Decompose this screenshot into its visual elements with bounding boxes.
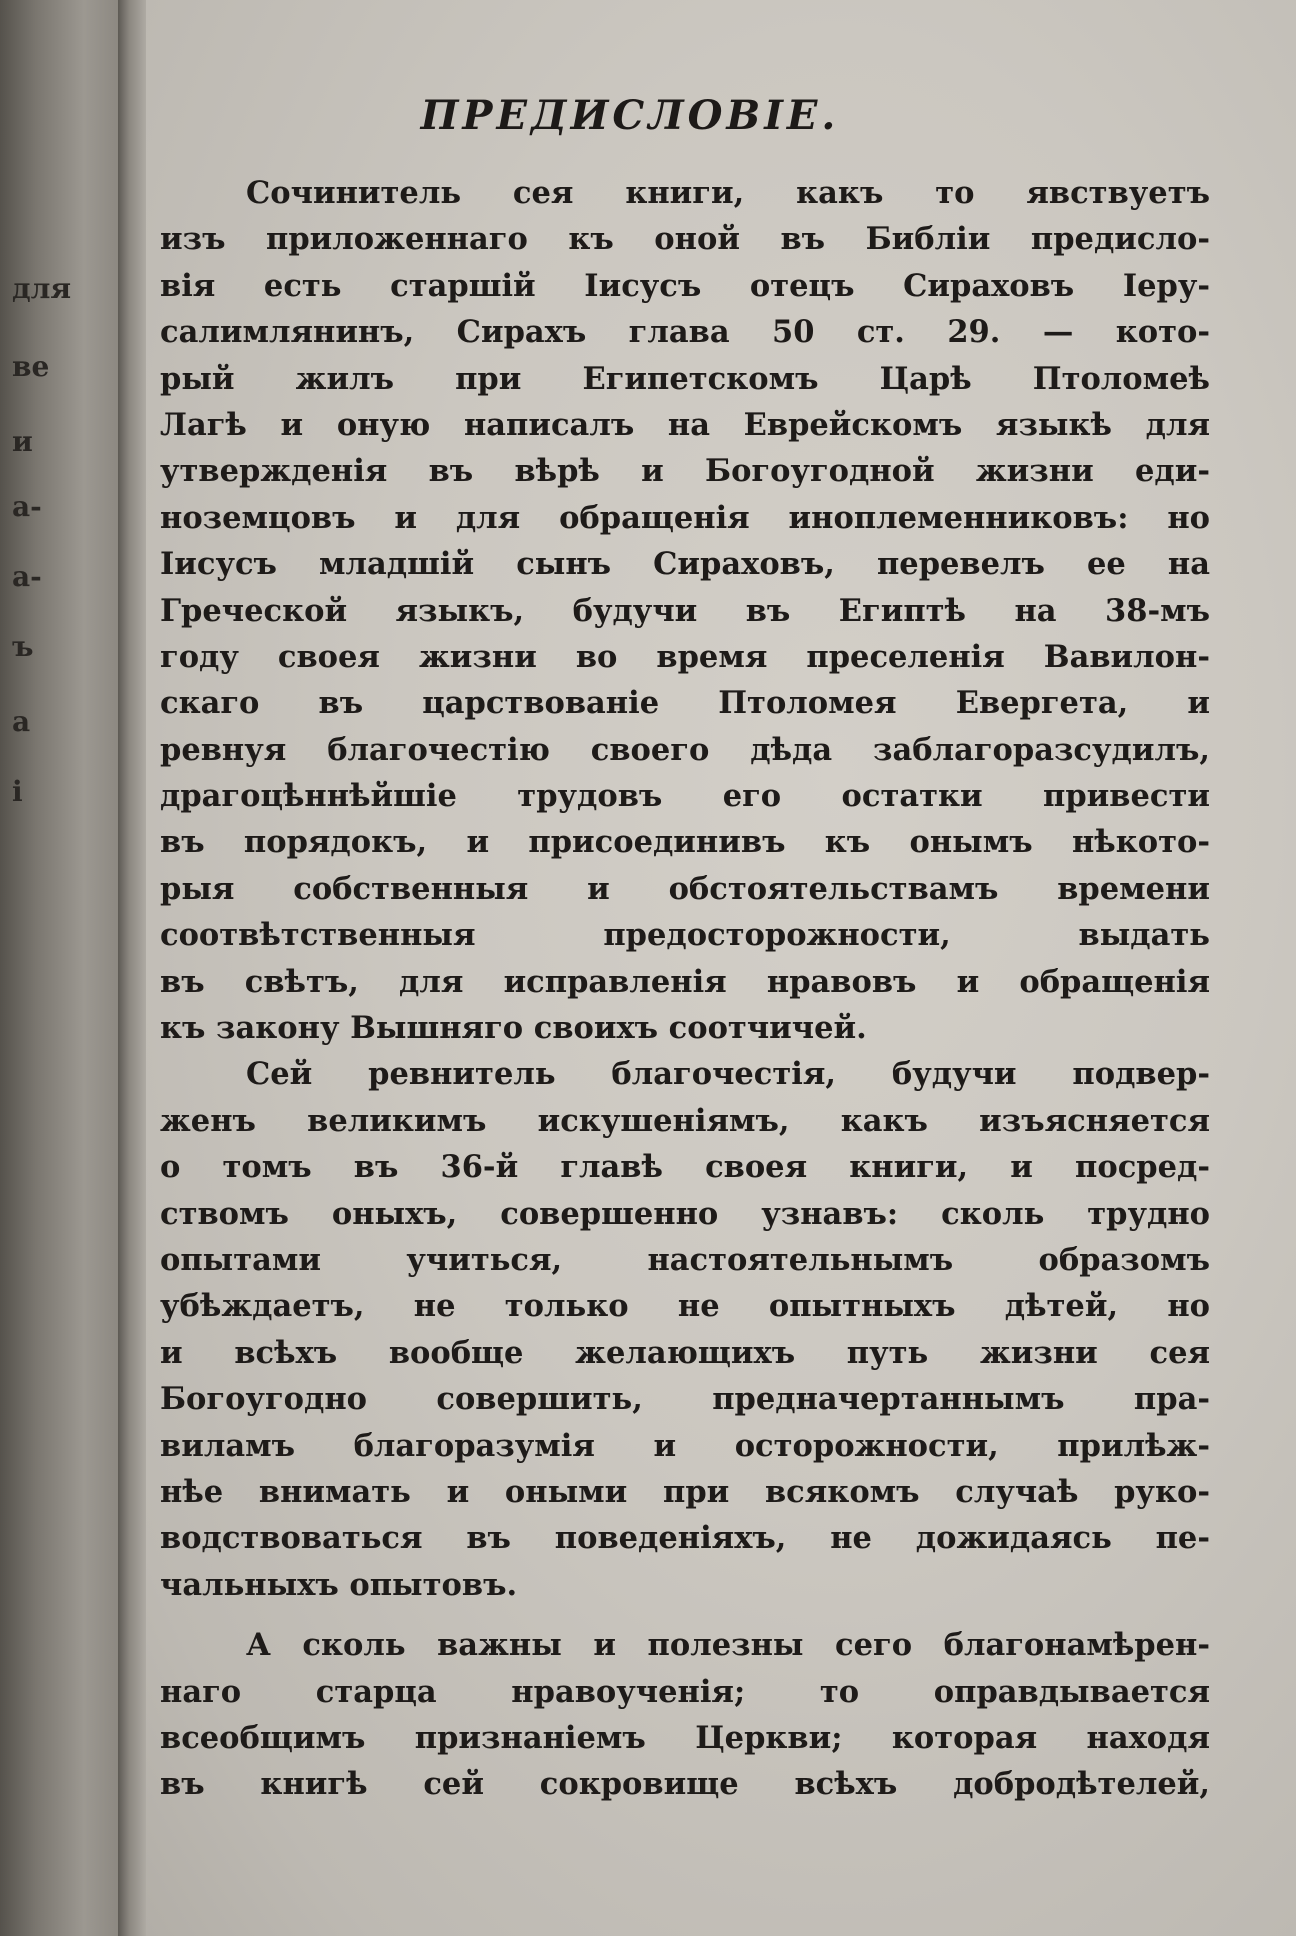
- text-line: ствомъ оныхъ, совершенно узнавъ: сколь трудно: [160, 1195, 1210, 1232]
- text-line: утвержденія въ вѣрѣ и Богоугодной жизни еди-: [160, 453, 1210, 490]
- left-page-fragment: а-: [12, 490, 42, 523]
- paragraph-gap: [160, 1608, 1210, 1622]
- text-line: скаго въ царствованіе Птоломея Евергета, и: [160, 685, 1210, 722]
- left-page-fragment: ъ: [12, 630, 34, 663]
- text-line: А сколь важны и полезны сего благонамѣрен-: [246, 1627, 1210, 1664]
- text-line: въ порядокъ, и присоединивъ къ онымъ нѣкото-: [160, 824, 1210, 861]
- text-line: всеобщимъ признаніемъ Церкви; которая находя: [160, 1719, 1210, 1756]
- page-title: ПРЕДИСЛОВІЕ.: [420, 92, 840, 139]
- book-gutter: [118, 0, 146, 1936]
- text-line: Лагѣ и оную написалъ на Еврейскомъ языкѣ для: [160, 406, 1210, 443]
- text-line: Іисусъ младшій сынъ Сираховъ, перевелъ ее на: [160, 546, 1210, 583]
- text-line: женъ великимъ искушеніямъ, какъ изъясняется: [160, 1102, 1210, 1139]
- text-line: опытами учиться, настоятельнымъ образомъ: [160, 1241, 1210, 1278]
- text-line: Сочинитель сея книги, какъ то явствуетъ: [246, 175, 1210, 211]
- text-line: чальныхъ опытовъ.: [160, 1566, 518, 1603]
- text-line: къ закону Вышняго своихъ соотчичей.: [160, 1010, 867, 1047]
- text-line: убѣждаетъ, не только не опытныхъ дѣтей, но: [160, 1288, 1210, 1325]
- text-line: драгоцѣннѣйшіе трудовъ его остатки привести: [160, 778, 1210, 815]
- left-page-fragment: и: [12, 425, 33, 458]
- left-page-fragment: ве: [12, 350, 50, 383]
- text-line: водствоваться въ поведеніяхъ, не дожидаясь пе-: [160, 1520, 1210, 1557]
- text-line: вія есть старшій Іисусъ отецъ Сираховъ Іеру-: [160, 267, 1210, 304]
- text-line: изъ приложеннаго къ оной въ Библіи предисло-: [160, 221, 1210, 258]
- left-page-edge: [0, 0, 120, 1936]
- left-page-fragment: а-: [12, 560, 42, 593]
- paragraph-2: [160, 1051, 1210, 1608]
- text-line: виламъ благоразумія и осторожности, прилѣж-: [160, 1427, 1210, 1464]
- text-line: нѣе внимать и оными при всякомъ случаѣ руко-: [160, 1473, 1210, 1510]
- left-page-fragment: а: [12, 705, 31, 738]
- text-line: о томъ въ 36-й главѣ своея книги, и посред-: [160, 1149, 1210, 1186]
- text-line: Богоугодно совершить, предначертаннымъ пра-: [160, 1381, 1210, 1418]
- paragraph-3: [160, 1622, 1210, 1808]
- left-page-fragment: для: [12, 272, 72, 305]
- text-line: наго старца нравоученія; то оправдывается: [160, 1673, 1210, 1710]
- text-line: Греческой языкъ, будучи въ Египтѣ на 38-мъ: [160, 592, 1210, 629]
- text-line: соотвѣтственныя предосторожности, выдать: [160, 917, 1210, 954]
- text-line: ревнуя благочестію своего дѣда заблагоразсудилъ,: [160, 731, 1210, 768]
- text-line: въ книгѣ сей сокровище всѣхъ добродѣтелей,: [160, 1766, 1210, 1803]
- text-line: и всѣхъ вообще желающихъ путь жизни сея: [160, 1334, 1210, 1371]
- left-page-fragment: і: [12, 775, 23, 808]
- text-line: рыя собственныя и обстоятельствамъ времени: [160, 870, 1210, 907]
- text-line: ноземцовъ и для обращенія иноплеменниковъ: но: [160, 499, 1210, 536]
- text-line: въ свѣтъ, для исправленія нравовъ и обращенія: [160, 963, 1210, 1000]
- text-line: рый жилъ при Египетскомъ Царѣ Птоломеѣ: [160, 360, 1210, 397]
- preface-text: [160, 170, 1210, 1808]
- text-line: Сей ревнитель благочестія, будучи подвер-: [246, 1056, 1210, 1093]
- paragraph-1: [160, 170, 1210, 1051]
- text-line: салимлянинъ, Сирахъ глава 50 ст. 29. — кото-: [160, 314, 1210, 351]
- text-line: году своея жизни во время преселенія Вавилон-: [160, 638, 1210, 675]
